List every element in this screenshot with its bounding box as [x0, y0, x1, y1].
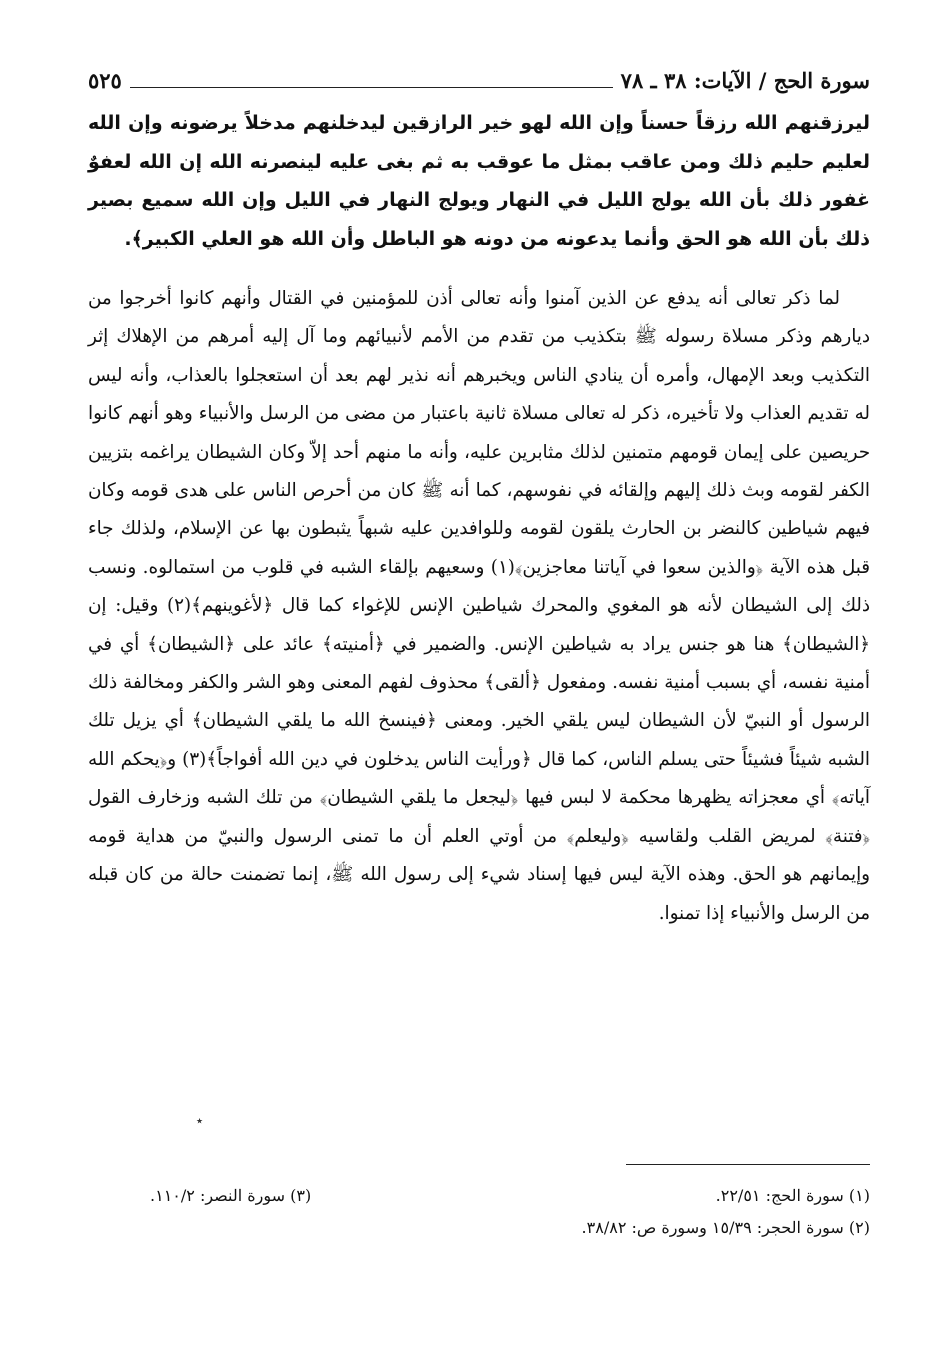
running-header: [88, 60, 870, 96]
footnote-2: (٢) سورة الحجر: ١٥/٣٩ وسورة ص: ٣٨/٨٢.: [581, 1218, 870, 1237]
header-rule: [130, 87, 613, 88]
page-number: ٥٢٥: [88, 68, 122, 93]
footnote-separator: [626, 1164, 870, 1165]
section-ornament: ٭: [196, 1114, 204, 1129]
footnote-row: [150, 1212, 870, 1244]
footnotes: [150, 1180, 870, 1244]
header-title: سورة الحج / الآيات: ٣٨ ـ ٧٨: [620, 68, 870, 93]
footnote-row: [150, 1180, 870, 1212]
footnote-3: (٣) سورة النصر: ١١٠/٢.: [150, 1186, 312, 1205]
footnote-1: (١) سورة الحج: ٢٢/٥١.: [715, 1186, 870, 1205]
commentary-paragraph: لما ذكر تعالى أنه يدفع عن الذين آمنوا وأنه تعالى أذن للمؤمنين في القتال وأنهم كانوا أخرجوا من ديارهم وذكر مسلاة رسوله ﷺ بتكذيب من تقدم من الأمم لأنبيائهم وما آل إليه أمرهم من الإهلاك إثر التكذيب وبعد الإمهال، وأمره أن ينادي الناس ويخبرهم أنه نذير لهم بعد أن استعجلوا بالعذاب، وأنه ليس له تقديم العذاب ولا تأخيره، ذكر له تعالى مسلاة ثانية باعتبار من مضى من الرسل والأنبياء وهو أنهم كانوا حريصين على إيمان قومهم متمنين لذلك مثابرين عليه، وأنه ما منهم أحد إلاّ وكان الشيطان يراغمه بتزيين الكفر لقومه وبث ذلك إليهم وإلقائه في نفوسهم، كما أنه ﷺ كان من أحرص الناس على هدى قومه وكان فيهم شياطين كالنضر بن الحارث يلقون لقومه وللوافدين عليه شبهاً يثبطون بها عن الإسلام، ولذلك جاء قبل هذه الآية ﴿والذين سعوا في آياتنا معاجزين﴾(١) وسعيهم بإلقاء الشبه في قلوب من استمالوه. ونسب ذلك إلى الشيطان لأنه هو المغوي والمحرك شياطين الإنس للإغواء كما قال ﴿لأغوينهم﴾(٢) وقيل: إن ﴿الشيطان﴾ هنا هو جنس يراد به شياطين الإنس. والضمير في ﴿أمنيته﴾ عائد على ﴿الشيطان﴾ أي في أمنية نفسه، أي بسبب أمنية نفسه. ومفعول ﴿ألقى﴾ محذوف لفهم المعنى وهو الشر والكفر ومخالفة ذلك الرسول أو النبيّ لأن الشيطان ليس يلقي الخير. ومعنى ﴿فينسخ الله ما يلقي الشيطان﴾ أي يزيل تلك الشبه شيئاً فشيئاً حتى يسلم الناس، كما قال ﴿ورأيت الناس يدخلون في دين الله أفواجاً﴾(٣) و﴿يحكم الله آياته﴾ أي معجزاته يظهرها محكمة لا لبس فيها ﴿ليجعل ما يلقي الشيطان﴾ من تلك الشبه وزخارف القول ﴿فتنة﴾ لمريض القلب ولقاسيه ﴿وليعلم﴾ من أوتي العلم أن ما تمنى الرسول والنبيّ من هداية قومه وإيمانهم هو الحق. وهذه الآية ليس فيها إسناد شيء إلى رسول الله ﷺ، إنما تضمنت حالة من كان قبله من الرسل والأنبياء إذا تمنوا.: [88, 288, 871, 924]
quran-verse-text: ليرزقنهم الله رزقاً حسناً وإن الله لهو خير الرازقين ليدخلنهم مدخلاً يرضونه وإن الله لعليم حليم ذلك ومن عاقب بمثل ما عوقب به ثم بغى عليه لينصرنه الله إن الله لعفوٌ غفور ذلك بأن الله يولج الليل في النهار ويولج النهار في الليل وإن الله سميع بصير ذلك بأن الله هو الحق وأنما يدعونه من دونه هو الباطل وأن الله هو العلي الكبير﴾.: [88, 112, 870, 250]
